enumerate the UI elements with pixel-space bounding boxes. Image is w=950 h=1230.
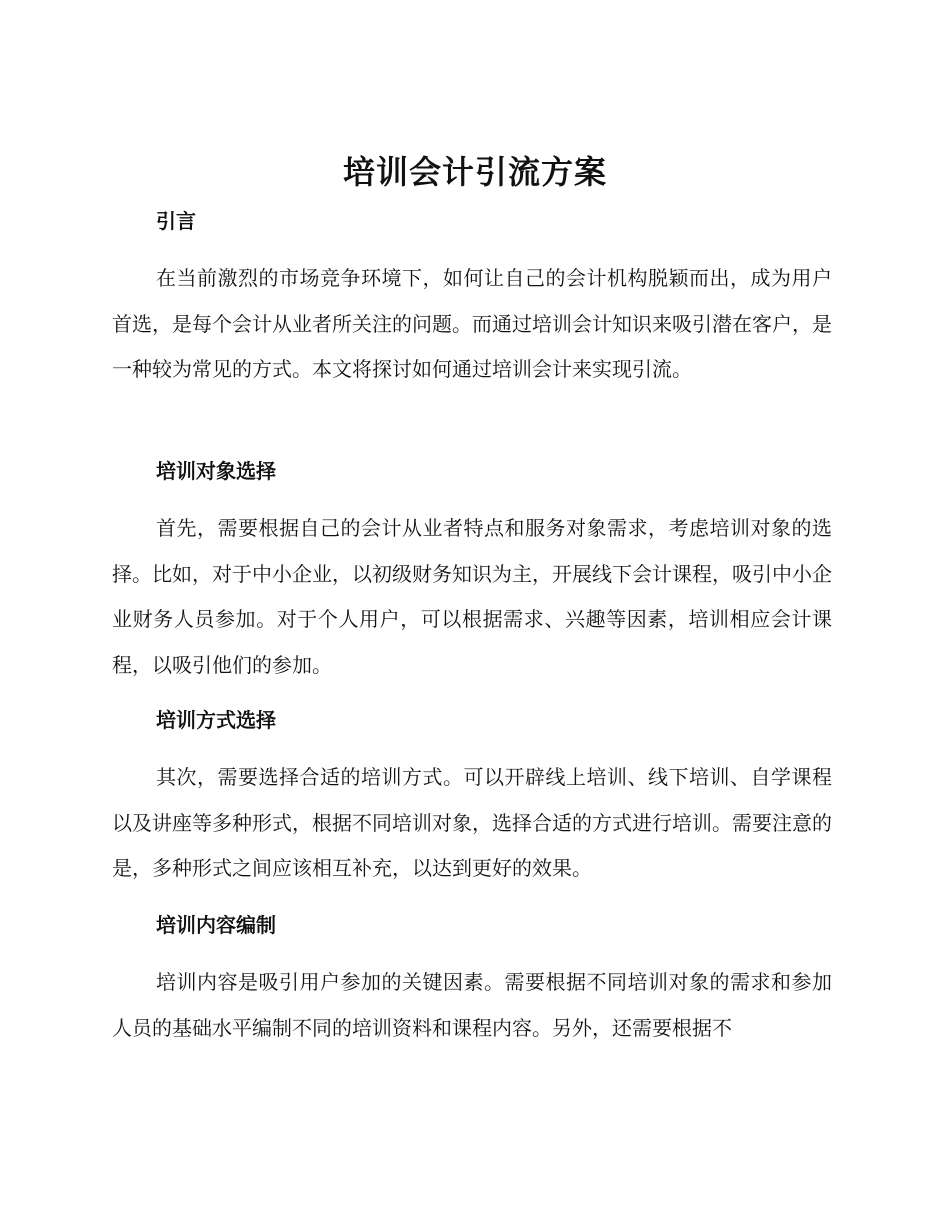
section-paragraph-method: 其次，需要选择合适的培训方式。可以开辟线上培训、线下培训、自学课程以及讲座等多种形式，根据不同培训对象，选择合适的方式进行培训。需要注意的是，多种形式之间应该相互补充，以达到更好的效果。 [112,765,832,880]
section-heading-audience: 培训对象选择 [156,459,276,483]
section-paragraph-audience: 首先，需要根据自己的会计从业者特点和服务对象需求，考虑培训对象的选择。比如，对于中小企业，以初级财务知识为主，开展线下会计课程，吸引中小企业财务人员参加。对于个人用户，可以根据需求、兴趣等因素，培训相应会计课程，以吸引他们的参加。 [112,516,832,677]
document-title: 培训会计引流方案 [342,153,607,191]
section-heading-method: 培训方式选择 [156,708,276,732]
section-heading-content: 培训内容编制 [156,913,276,937]
section-heading-intro: 引言 [156,209,196,233]
section-paragraph-intro: 在当前激烈的市场竞争环境下，如何让自己的会计机构脱颖而出，成为用户首选，是每个会计从业者所关注的问题。而通过培训会计知识来吸引潜在客户，是一种较为常见的方式。本文将探讨如何通过培训会计来实现引流。 [112,266,832,381]
section-paragraph-content: 培训内容是吸引用户参加的关键因素。需要根据不同培训对象的需求和参加人员的基础水平编制不同的培训资料和课程内容。另外，还需要根据不 [112,970,832,1040]
